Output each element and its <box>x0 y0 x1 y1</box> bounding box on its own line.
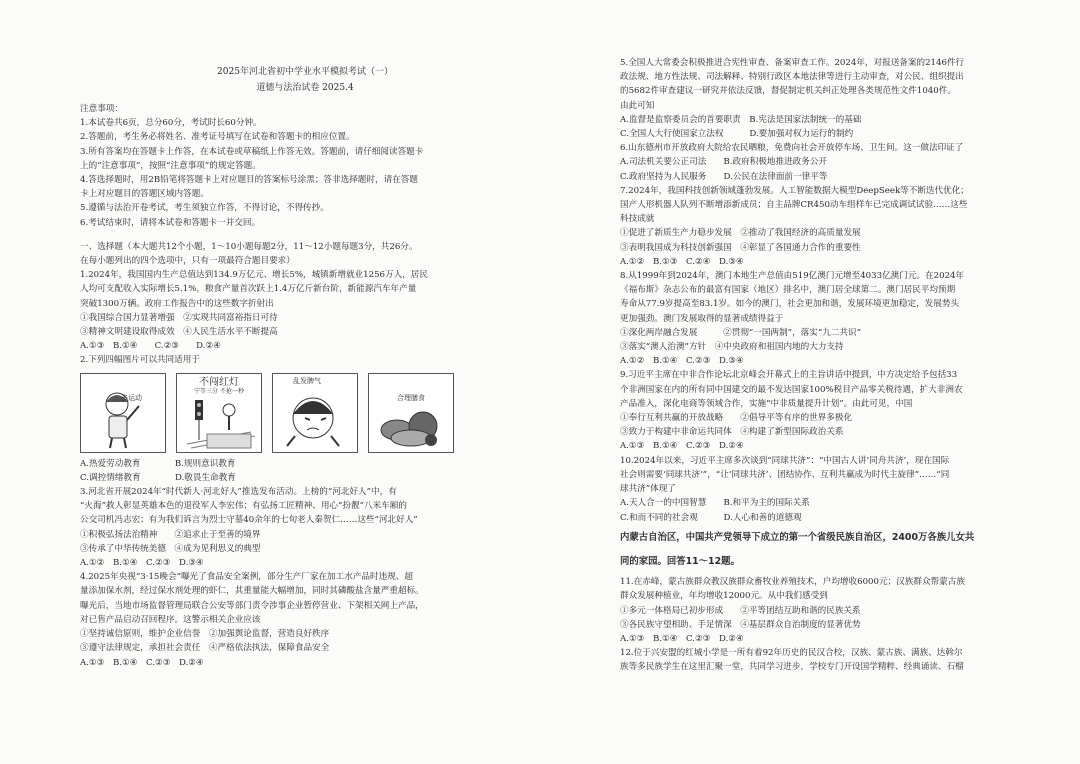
notice-list <box>80 116 490 230</box>
text-line: A.①③ B.①④ C.②③ D.②④ <box>620 633 744 644</box>
section-instructions <box>80 240 490 268</box>
text-line: “火海”救人彰显英雄本色的退役军人李宏伟；有弘扬工匠精神、用心“扮靓”八米车厢的 <box>80 501 407 512</box>
text-line: 更加强劲。澳门发展取得的显著成绩得益于 <box>620 313 784 324</box>
text-line: C.全国人大行使国家立法权 D.要加强对权力运行的制约 <box>620 129 854 140</box>
text-line: A.①② B.①④ C.②③ D.③④ <box>620 356 744 367</box>
question-8 <box>620 269 1000 368</box>
text-line: 曝光后，当地市场监督管理局联合公安等部门责令涉事企业暂停营业、下架相关网上产品， <box>80 600 424 611</box>
angry-child-icon <box>273 374 357 452</box>
text-line: C.政府坚持为人民服务 D.公民在法律面前一律平等 <box>620 171 828 182</box>
text-line: 球共济”体现了 <box>620 484 676 495</box>
text-line: A.①③ B.①④ C.②③ D.②④ <box>80 341 221 352</box>
text-line: C.和而不同的社会观 D.人心和善的道德观 <box>620 512 802 523</box>
text-line: 10.2024年以来，习近平主席多次谈到“同球共济”：“中国古人讲‘同舟共济’，现在国际 <box>620 455 950 466</box>
notice-heading: 注意事项： <box>80 104 123 114</box>
text-line: 3.所有答案均在答题卡上作答，在本试卷或草稿纸上作答无效。答题前，请仔细阅读答题卡 <box>80 146 424 157</box>
question-1 <box>80 268 490 353</box>
text-line: ③传承了中华传统美德 ④成为见利思义的典型 <box>80 543 261 554</box>
text-line: 1.本试卷共6页，总分60分，考试时长60分钟。 <box>80 118 262 129</box>
text-line: 2.答题前，考生务必将姓名、准考证号填写在试卷和答题卡的相应位置。 <box>80 132 355 143</box>
text-line: 5.遵循与法治开卷考试，考生须独立作答，不得讨论，不得传抄。 <box>80 203 329 214</box>
text-line: A.①② B.①④ C.②③ D.③④ <box>80 558 204 569</box>
text-line: A.热爱劳动教育 B.规则意识教育 <box>80 458 236 469</box>
question-2-pictures <box>80 373 490 453</box>
text-line: 4.2025年央视“3·15晚会”曝光了食品安全案例，部分生产厂家在加工水产品时违规、超 <box>80 572 413 583</box>
text-line: 的5682件审查建议一研究并依法反馈，督促制定机关纠正处理各类规范性文件1040件。 <box>620 86 956 97</box>
picture-caption: 合理膳食 <box>397 393 425 402</box>
text-line: 量添加保水剂，经过保水剂处理的虾仁，其重量能大幅增加，同时其磷酸盐含量严重超标。 <box>80 586 424 597</box>
text-line: 11.在赤峰，蒙古族群众教汉族群众畜牧业养殖技术，户均增收6000元；汉族群众帮蒙古族 <box>620 577 965 588</box>
material-line-1: 内蒙古自治区，中国共产党领导下成立的第一个省级民族自治区，2400万各族儿女共 <box>620 531 975 543</box>
text-line: 1.2024年，我国国内生产总值达到134.9万亿元、增长5%，城镇新增就业1256万人，居民 <box>80 270 428 281</box>
text-line: A.①③ B.①④ C.②③ D.②④ <box>620 441 744 452</box>
text-line: 国产人形机器人队列不断增添新成员；自主品牌CR450动车组样车已完成调试试验……这些 <box>620 200 968 211</box>
text-line: A.监督是监察委员会的首要职责 B.宪法是国家法制统一的基础 <box>620 114 862 125</box>
picture-diet <box>368 373 454 453</box>
text-line: ③精神文明建设取得成效 ④人民生活水平不断提高 <box>80 327 278 338</box>
text-line: 对已售产品启动召回程序。这警示相关企业应该 <box>80 614 261 625</box>
text-line: ①多元一体格局已初步形成 ②平等团结互助和谐的民族关系 <box>620 605 861 616</box>
text-line: 《福布斯》杂志公布的最富有国家（地区）排名中，澳门居全球第二。澳门居民平均预期 <box>620 285 956 296</box>
text-line: 人均可支配收入实际增长5.1%，粮食产量首次跃上1.4万亿斤新台阶，新能源汽车年产量 <box>80 284 417 295</box>
text-line: 9.习近平主席在中非合作论坛北京峰会开幕式上的主旨讲话中提到，中方决定给予包括33 <box>620 370 958 381</box>
text-line: 一、选择题（本大题共12个小题，1～10小题每题2分，11～12小题每题3分，共26分。 <box>80 241 418 252</box>
exam-subtitle: 道德与法治试卷 2025.4 <box>256 83 354 93</box>
picture-traffic <box>176 373 262 453</box>
text-line: ③各民族守望相助、手足情深 ④基层群众自治制度的显著优势 <box>620 619 861 630</box>
text-line: ①坚持诚信原则，维护企业信誉 ②加强舆论监督，营造良好秩序 <box>80 629 330 640</box>
text-line: 个非洲国家在内的所有同中国建交的最不发达国家100%税目产品零关税待遇，扩大非洲农 <box>620 384 963 395</box>
text-line: 由此可知 <box>620 100 655 111</box>
material-line-2: 同的家园。回答11～12题。 <box>620 555 740 567</box>
text-line: ①积极弘扬法治精神 ②追求止于至善的境界 <box>80 529 261 540</box>
question-12 <box>620 646 1000 674</box>
text-line: 6.考试结束时，请将本试卷和答题卡一并交回。 <box>80 217 261 228</box>
text-line: ①促进了新质生产力稳步发展 ②推动了我国经济的高质量发展 <box>620 228 861 239</box>
question-6 <box>620 141 1000 184</box>
text-line: 上的“注意事项”，按照“注意事项”的规定答题。 <box>80 160 261 171</box>
question-7 <box>620 184 1000 269</box>
question-2-stem: 2.下列四幅图片可以共同适用于 <box>80 355 200 366</box>
text-line: ③落实“澳人治澳”方针 ④中央政府和祖国内地的大力支持 <box>620 342 844 353</box>
picture-caption: 不闯红灯 <box>199 376 239 388</box>
text-line: ①奉行互利共赢的开放战略 ②倡导平等有序的世界多极化 <box>620 413 853 424</box>
left-column <box>80 56 490 670</box>
picture-subcaption: 宁等三分 不抢一秒 <box>194 387 244 395</box>
text-line: A.①③ B.①④ C.②③ D.②④ <box>80 657 204 668</box>
girl-exercise-icon <box>81 374 165 452</box>
text-line: 4.答选择题时，用2B铅笔将答题卡上对应题目的答案标号涂黑；答非选择题时，请在答题 <box>80 175 418 186</box>
exam-title: 2025年河北省初中学业水平模拟考试（一） <box>217 67 393 77</box>
text-line: A.天人合一的中国智慧 B.和平为主的国际关系 <box>620 498 810 509</box>
text-line: 8.从1999年到2024年，澳门本地生产总值由519亿澳门元增至4033亿澳门元。在2024年 <box>620 271 965 282</box>
text-line: 公交司机冯志宏；有为我们诉言为烈士守墓40余年的七旬老人秦贺仁……这些“河北好人” <box>80 515 418 526</box>
text-line: ③遵守法律规定，承担社会责任 ④严格依法执法，保障食品安全 <box>80 643 330 654</box>
picture-caption: 乱发脾气 <box>293 376 321 385</box>
text-line: 突破1300万辆。政府工作报告中的这些数字折射出 <box>80 298 274 309</box>
question-5 <box>620 56 1000 141</box>
text-line: C.调控情绪教育 D.敬畏生命教育 <box>80 472 236 483</box>
text-line: 在每小题列出的四个选项中，只有一项最符合题目要求） <box>80 256 295 267</box>
text-line: ③表明我国成为科技创新强国 ④彰显了各国通力合作的重要性 <box>620 242 861 253</box>
text-line: 产品准入，深化电商等领域合作，实施“中非质量提升计划”。由此可见，中国 <box>620 398 913 409</box>
text-line: 社会则需要‘同球共济’”，“让‘同球共济’、团结协作、互利共赢成为时代主旋律”……“同 <box>620 469 950 480</box>
text-line: A.司法机关要公正司法 B.政府积极地推进政务公开 <box>620 157 828 168</box>
question-3 <box>80 485 490 570</box>
text-line: ①我国综合国力显著增强 ②实现共同富裕指日可待 <box>80 312 278 323</box>
text-line: 5.全国人大常委会积极推进合宪性审查、备案审查工作。2024年，对报送备案的2146件行 <box>620 58 965 68</box>
traffic-light-icon <box>177 374 261 452</box>
question-2-options <box>80 457 490 485</box>
question-4 <box>80 570 490 669</box>
food-icon <box>369 374 453 452</box>
text-line: ③致力于构建中非命运共同体 ④构建了新型国际政治关系 <box>620 427 844 438</box>
text-line: 寿命从77.9岁提高至83.1岁。如今的澳门，社会更加和谐，发展环境更加稳定，发展势头 <box>620 299 960 310</box>
text-line: 族等多民族学生在这里汇聚一堂，共同学习进步，学校专门开设国学精粹、经典诵读、石榴 <box>620 662 964 673</box>
picture-caption: 多运动 <box>121 393 142 402</box>
text-line: 卡上对应题目的答题区域内答题。 <box>80 189 209 200</box>
text-line: A.①② B.①③ C.②④ D.③④ <box>620 256 744 267</box>
text-line: ①深化两岸融合发展 ②贯彻“一国两制”，落实“九二共识” <box>620 327 862 338</box>
question-10 <box>620 454 1000 525</box>
text-line: 7.2024年，我国科技创新领域蓬勃发展。人工智能数据大模型DeepSeek等不断迭代优化； <box>620 185 969 196</box>
question-9 <box>620 368 1000 453</box>
text-line: 3.河北省开展2024年“时代新人·河北好人”推选发布活动。上榜的“河北好人”中，有 <box>80 487 397 498</box>
right-column <box>620 56 1000 675</box>
question-11 <box>620 575 1000 646</box>
text-line: 6.山东德州市开放政府大院给农民晒粮，免费向社会开放停车场、卫生间。这一做法印证了 <box>620 143 964 154</box>
text-line: 科技成就 <box>620 214 655 225</box>
picture-exercise <box>80 373 166 453</box>
picture-temper <box>272 373 358 453</box>
text-line: 政法规、地方性法规、司法解释、特别行政区本地法律等进行主动审查，对公民、组织提出 <box>620 72 964 83</box>
text-line: 12.位于兴安盟的红城小学是一所有着92年历史的民汉合校，汉族、蒙古族、满族、达斡尔 <box>620 648 963 659</box>
text-line: 群众发展种植业，年均增收12000元。从中我们感受到 <box>620 591 828 602</box>
